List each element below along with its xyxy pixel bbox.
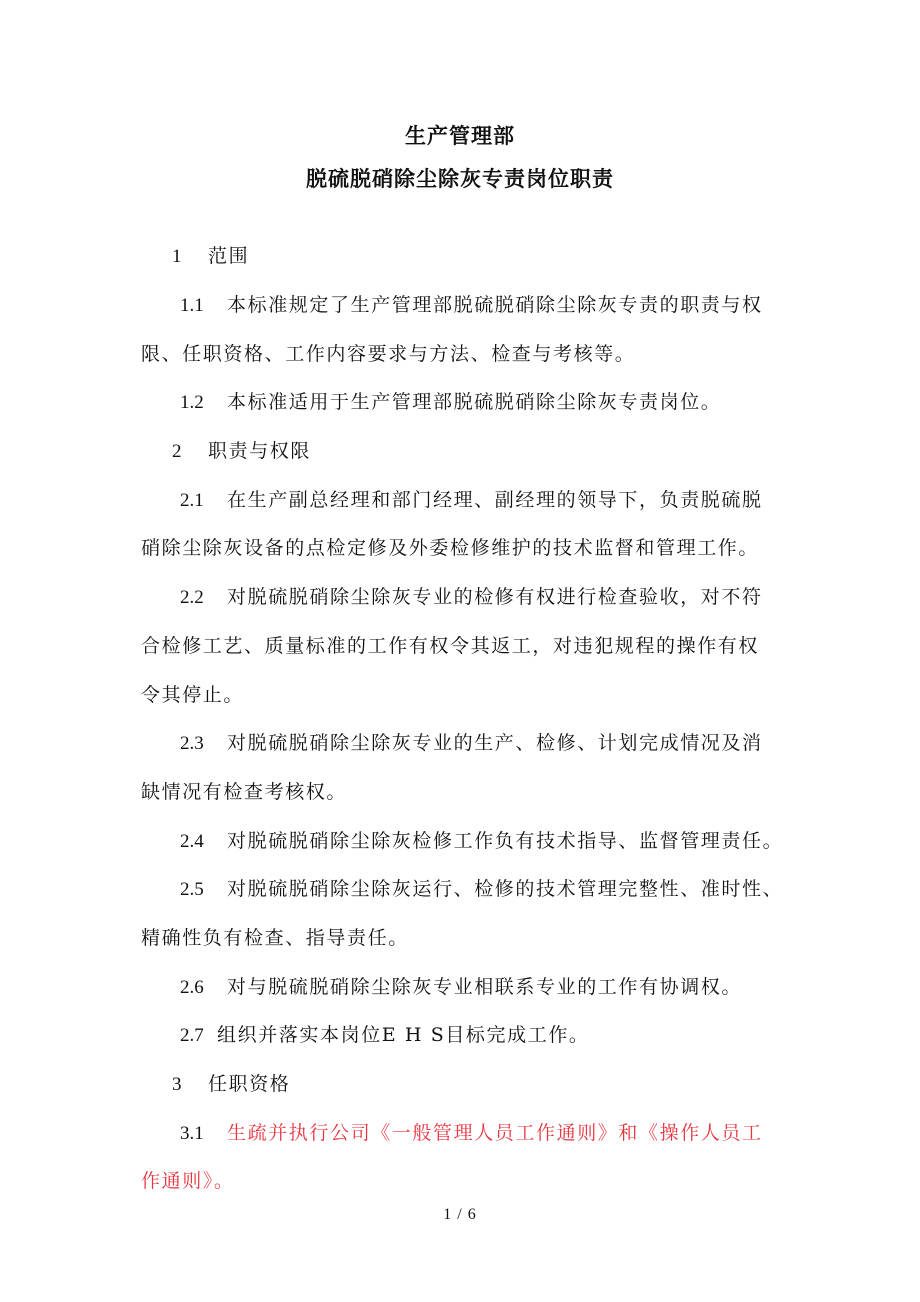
clause-number: 2.6 — [180, 977, 204, 998]
clause-text: 对与脱硫脱硝除尘除灰专业相联系专业的工作有协调权。 — [227, 976, 743, 998]
clause-2-4-line-1 — [180, 829, 783, 854]
clause-2-6-line-1 — [180, 975, 742, 1000]
clause-text-highlighted: 生疏并执行公司《一般管理人员工作通则》和《操作人员工 — [227, 1122, 763, 1144]
clause-number: 2.5 — [180, 879, 204, 900]
section-heading-3 — [172, 1072, 290, 1097]
clause-number: 1.1 — [180, 295, 204, 316]
page-indicator: 1 / 6 — [443, 1206, 477, 1223]
clause-1-2-line-1 — [180, 390, 721, 415]
section-heading-2 — [172, 439, 311, 464]
clause-text: 对脱硫脱硝除尘除灰专业的生产、检修、计划完成情况及消 — [227, 732, 763, 754]
clause-2-2-line-1 — [180, 585, 763, 610]
clause-3-1-line-2-highlighted: 作通则》。 — [141, 1170, 235, 1192]
clause-text: 本标准规定了生产管理部脱硫脱硝除尘除灰专责的职责与权 — [227, 294, 763, 316]
clause-text: 本标准适用于生产管理部脱硫脱硝除尘除灰专责岗位。 — [227, 391, 722, 413]
clause-2-3-line-2: 缺情况有检查考核权。 — [141, 781, 348, 803]
section-number: 2 — [172, 441, 182, 462]
clause-text: 对脱硫脱硝除尘除灰检修工作负有技术指导、监督管理责任。 — [227, 830, 784, 852]
section-number: 3 — [172, 1074, 182, 1095]
section-number: 1 — [172, 246, 182, 267]
clause-2-5-line-2: 精确性负有检查、指导责任。 — [141, 927, 409, 949]
clause-2-1-line-1 — [180, 488, 763, 513]
clause-2-1-line-2: 硝除尘除灰设备的点检定修及外委检修维护的技术监督和管理工作。 — [141, 537, 760, 559]
clause-1-1-line-1 — [180, 293, 763, 318]
clause-number: 2.4 — [180, 831, 204, 852]
document-title: 脱硫脱硝除尘除灰专责岗位职责 — [306, 167, 614, 191]
section-title: 职责与权限 — [208, 440, 312, 462]
clause-2-3-line-1 — [180, 731, 763, 756]
clause-text: 在生产副总经理和部门经理、副经理的领导下，负责脱硫脱 — [227, 489, 763, 511]
clause-text: 对脱硫脱硝除尘除灰专业的检修有权进行检查验收，对不符 — [227, 586, 763, 608]
clause-number: 2.3 — [180, 733, 204, 754]
clause-2-7-line-1 — [180, 1023, 590, 1048]
clause-text: 对脱硫脱硝除尘除灰运行、检修的技术管理完整性、准时性、 — [227, 878, 784, 900]
clause-2-2-line-3: 令其停止。 — [141, 684, 245, 706]
clause-number: 3.1 — [180, 1123, 204, 1144]
department-title: 生产管理部 — [405, 124, 515, 148]
clause-3-1-line-1 — [180, 1121, 763, 1146]
clause-1-1-line-2: 限、任职资格、工作内容要求与方法、检查与考核等。 — [141, 343, 636, 365]
section-title: 任职资格 — [208, 1073, 291, 1095]
clause-text: 组织并落实本岗位E H S目标完成工作。 — [217, 1024, 590, 1046]
clause-2-2-line-2: 合检修工艺、质量标准的工作有权令其返工，对违犯规程的操作有权 — [141, 635, 760, 657]
section-heading-1 — [172, 244, 249, 269]
clause-number: 1.2 — [180, 392, 204, 413]
clause-number: 2.2 — [180, 587, 204, 608]
section-title: 范围 — [208, 245, 250, 267]
clause-number: 2.7 — [180, 1025, 204, 1046]
clause-2-5-line-1 — [180, 877, 783, 902]
clause-number: 2.1 — [180, 490, 204, 511]
